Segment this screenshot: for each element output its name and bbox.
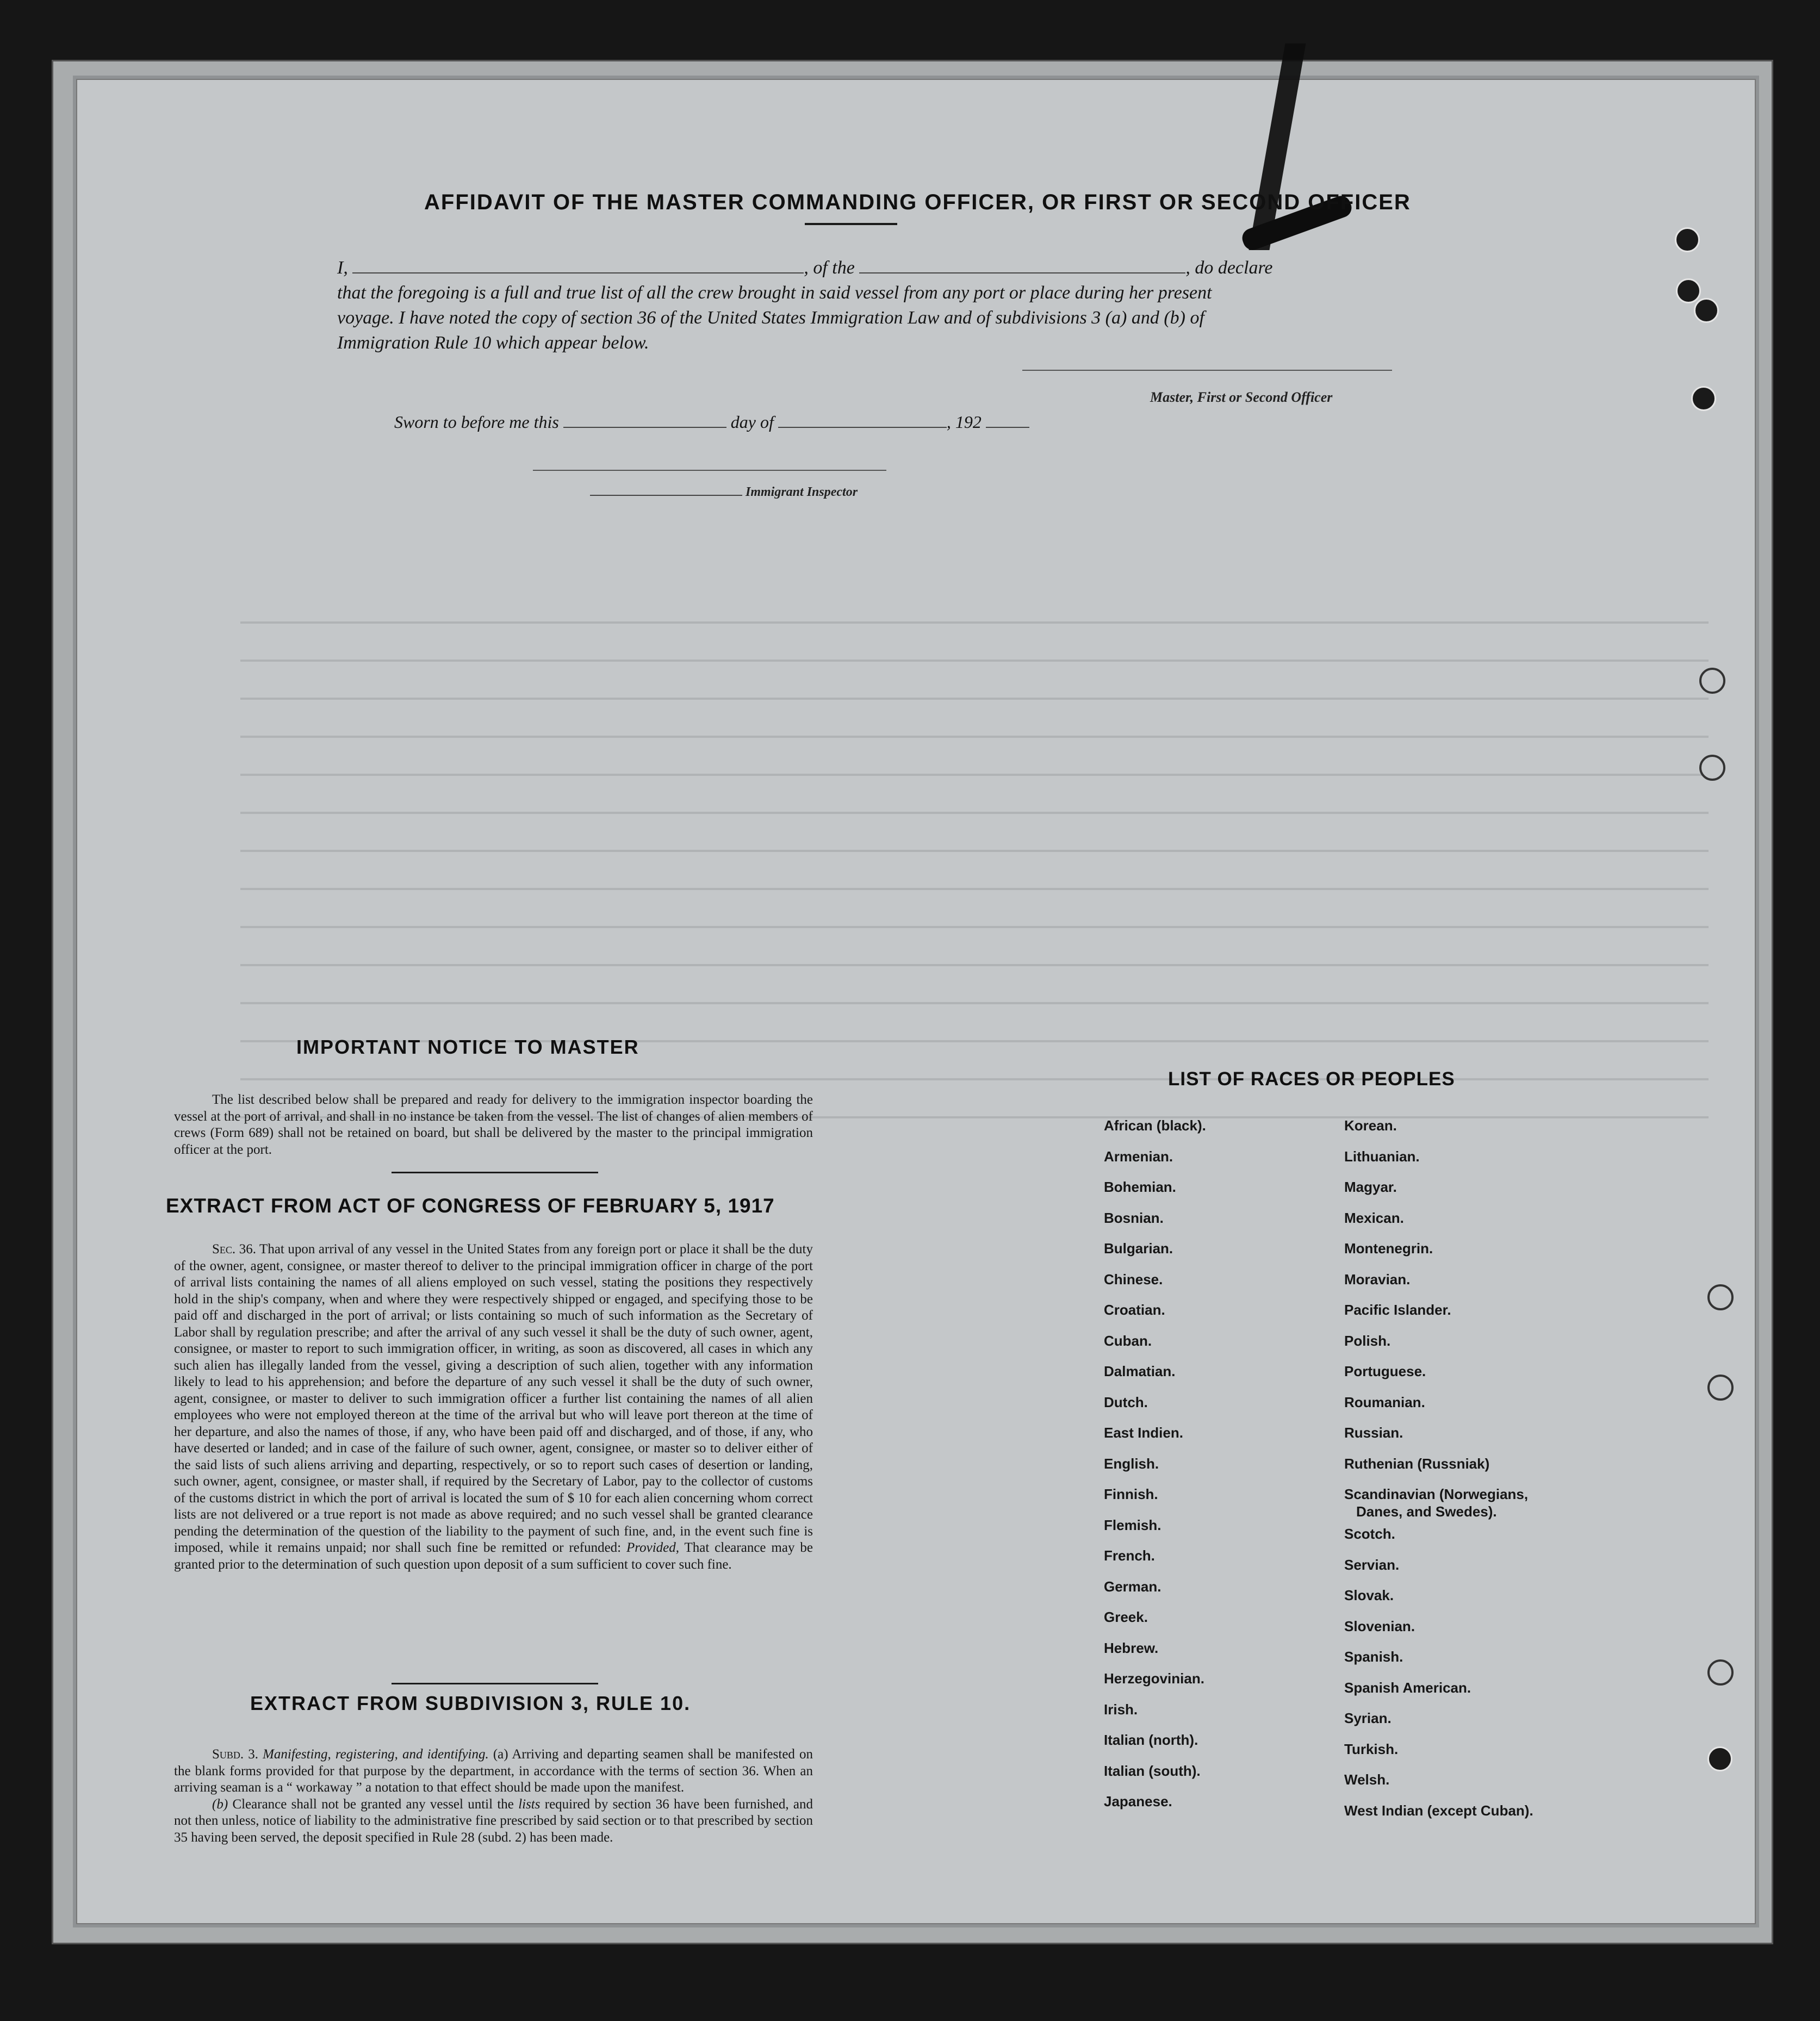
notice-rule	[392, 1172, 598, 1173]
race-item: Danes, and Swedes).	[1356, 1503, 1497, 1520]
act-text: That upon arrival of any vessel in the United States from any foreign port or place it shall be the duty of the owner, agent, consignee, or master thereof to deliver to the principal immigration officer in charge of the port of arrival lists containing the names of all aliens employed on such vessel, stating the positions they respectively hold in the ship's company, when and where they were respectively shipped or engaged, and specifying those to be paid off and discharged in the port of arrival; or lists containing so much of such information as the Secretary of Labor shall by regulation prescribe; and after the arrival of any such vessel it shall be the duty of such owner, agent, consignee, or master to report to such immigration officer, in writing, as soon as discovered, all cases in which any such alien has illegally landed from the vessel, giving a description of such alien, together with any information likely to lead to his apprehension; and before the departure of any such vessel it shall be the duty of such owner, agent, consignee, or master to deliver to such immigration officer a further list containing the names of all alien employees who were not employed thereon at the time of the arrival but who will leave port thereon at the time of her departure, and also the names of those, if any, who have been paid off and discharged, and of those, if any, who have deserted or landed; and in case of the failure of such owner, agent, consignee, or master so to deliver either of the said lists of such aliens arriving and departing, respectively, or so to report such cases of desertion or landing, such owner, agent, consignee, or master shall, if required by the Secretary of Labor, pay to the collector of customs of the customs district in which the port of arrival is located the sum of $ 10 for each alien concerning whom correct lists are not delivered or a true report is not made as above required; and no such vessel shall be granted clearance pending the determination of the question of the liability to the payment of such fine, and, in the event such fine is imposed, while it remains unpaid; nor shall such fine be remitted or refunded:	[174, 1242, 813, 1555]
race-item: Croatian.	[1104, 1302, 1165, 1318]
race-item: French.	[1104, 1547, 1155, 1564]
race-item: Bohemian.	[1104, 1179, 1176, 1195]
master-signature-caption: Master, First or Second Officer	[1150, 389, 1333, 405]
race-item: Mexican.	[1344, 1209, 1404, 1226]
affidavit-do-declare: , do declare	[1185, 258, 1273, 278]
race-item: Polish.	[1344, 1332, 1391, 1349]
punch-hole	[1707, 1659, 1734, 1686]
affidavit-title: AFFIDAVIT OF THE MASTER COMMANDING OFFICER, OR FIRST OR SECOND OFFICER	[424, 190, 1411, 214]
affidavit-of-the: , of the	[804, 258, 855, 278]
master-name-blank[interactable]	[352, 272, 804, 273]
inspector-dotted-line	[590, 495, 742, 496]
affidavit-line-4: Immigration Rule 10 which appear below.	[337, 333, 649, 353]
race-item: Ruthenian (Russniak)	[1344, 1455, 1490, 1472]
race-item: Magyar.	[1344, 1179, 1397, 1195]
para-b-text-2: required by section 36 have been furnished, and not then unless, notice of liability to the administrative fine prescribed by said section or to that prescribed by section 35 having been served, the deposit specified in Rule 28 (subd. 2) has been made.	[174, 1796, 813, 1845]
race-item: Turkish.	[1344, 1740, 1399, 1757]
punch-hole	[1707, 1746, 1732, 1771]
act-body	[174, 1241, 813, 1573]
race-item: Slovenian.	[1344, 1618, 1415, 1634]
race-item: Hebrew.	[1104, 1639, 1159, 1656]
race-item: Russian.	[1344, 1425, 1403, 1441]
race-item: Spanish American.	[1344, 1679, 1471, 1696]
act-title: EXTRACT FROM ACT OF CONGRESS OF FEBRUARY 5, 1917	[166, 1195, 775, 1217]
master-signature-line[interactable]	[1022, 370, 1392, 371]
act-provided-text: That clearance may be granted prior to the determination of such question upon deposit of a sum sufficient to cover such fine.	[174, 1540, 813, 1572]
race-item: Syrian.	[1344, 1710, 1392, 1726]
sworn-day-blank[interactable]	[563, 427, 726, 428]
punch-hole	[1707, 1375, 1734, 1401]
race-item: Moravian.	[1344, 1271, 1411, 1288]
act-provided-word: Provided,	[626, 1540, 679, 1555]
affidavit-i: I,	[337, 258, 348, 278]
vessel-name-blank[interactable]	[859, 272, 1185, 273]
sworn-month-blank[interactable]	[778, 427, 947, 428]
race-item: Bulgarian.	[1104, 1240, 1173, 1257]
race-item: Chinese.	[1104, 1271, 1163, 1288]
race-item: Dutch.	[1104, 1394, 1148, 1410]
race-item: Korean.	[1344, 1117, 1397, 1134]
race-item: Montenegrin.	[1344, 1240, 1433, 1257]
subdivision-body	[174, 1746, 813, 1846]
race-item: Slovak.	[1344, 1587, 1394, 1603]
race-item: Armenian.	[1104, 1148, 1173, 1165]
race-item: Italian (south).	[1104, 1762, 1201, 1779]
para-a-text: Arriving and departing seamen shall be manifested on the blank forms provided for that purpose by the department, in accordance with the terms of section 36. When an arriving seaman is a “ workaway ” a notation to that effect should be made upon the manifest.	[174, 1747, 813, 1795]
race-item: Lithuanian.	[1344, 1148, 1420, 1165]
notice-body: The list described below shall be prepared and ready for delivery to the immigration inspector boarding the vessel at the port of arrival, and shall in no instance be taken from the vessel. The list of changes of alien members of crews (Form 689) shall not be retained on board, but shall be delivered by the master to the principal immigration officer at the port.	[174, 1092, 813, 1157]
race-item: Greek.	[1104, 1609, 1148, 1625]
punch-hole	[1691, 386, 1716, 411]
notice-title: IMPORTANT NOTICE TO MASTER	[296, 1036, 639, 1058]
sworn-year: , 192	[946, 412, 982, 432]
subd-heading: Manifesting, registering, and identifying.	[263, 1747, 489, 1762]
race-item: Pacific Islander.	[1344, 1302, 1451, 1318]
race-item: Italian (north).	[1104, 1732, 1198, 1748]
subd-label: Subd. 3.	[212, 1747, 258, 1762]
race-item: Flemish.	[1104, 1516, 1161, 1533]
races-title: LIST OF RACES OR PEOPLES	[1168, 1068, 1455, 1090]
race-item: Roumanian.	[1344, 1394, 1425, 1410]
race-item: English.	[1104, 1455, 1159, 1472]
affidavit-line-1	[337, 256, 1397, 281]
race-item: African (black).	[1104, 1117, 1206, 1134]
para-a-label: (a)	[493, 1747, 508, 1762]
punch-hole	[1675, 227, 1700, 252]
subdivision-paragraph-a	[174, 1746, 813, 1796]
race-item: Servian.	[1344, 1556, 1400, 1573]
race-item: Cuban.	[1104, 1332, 1152, 1349]
punch-hole	[1699, 755, 1725, 781]
race-item: Japanese.	[1104, 1793, 1172, 1809]
race-item: East Indien.	[1104, 1425, 1183, 1441]
act-section-label: Sec. 36.	[212, 1242, 256, 1257]
race-item: Portuguese.	[1344, 1363, 1426, 1379]
subdivision-title: EXTRACT FROM SUBDIVISION 3, RULE 10.	[250, 1692, 691, 1714]
race-item: Irish.	[1104, 1701, 1138, 1718]
race-item: Bosnian.	[1104, 1209, 1164, 1226]
affidavit-line-2: that the foregoing is a full and true list of all the crew brought in said vessel from any port or place during her present	[337, 283, 1212, 303]
race-item: Scotch.	[1344, 1526, 1395, 1542]
sworn-prefix: Sworn to before me this	[394, 412, 559, 432]
act-rule	[392, 1683, 598, 1684]
subdivision-paragraph-b	[174, 1796, 813, 1846]
race-item: Dalmatian.	[1104, 1363, 1176, 1379]
inspector-caption-row	[590, 485, 858, 500]
races-left-column	[1104, 1117, 1206, 1824]
punch-hole	[1676, 278, 1701, 303]
race-item: German.	[1104, 1578, 1161, 1595]
sworn-year-blank[interactable]	[986, 427, 1029, 428]
sworn-statement	[394, 412, 1029, 432]
races-right-column	[1344, 1117, 1533, 1833]
para-b-lists: lists	[518, 1796, 541, 1812]
para-b-text-1: Clearance shall not be granted any vessel until the	[232, 1796, 514, 1812]
inspector-signature-line[interactable]	[533, 470, 886, 471]
affidavit-line-3: voyage. I have noted the copy of section 36 of the United States Immigration Law and of subdivisions 3 (a) and (b) of	[337, 308, 1204, 328]
para-b-label: (b)	[212, 1796, 228, 1812]
inspector-caption: Immigrant Inspector	[746, 485, 858, 499]
race-item: Scandinavian (Norwegians,	[1344, 1486, 1529, 1502]
race-item: Herzegovinian.	[1104, 1670, 1204, 1687]
race-item: Finnish.	[1104, 1486, 1158, 1502]
race-item: Welsh.	[1344, 1771, 1390, 1788]
affidavit-title-rule	[805, 223, 897, 225]
race-item: Spanish.	[1344, 1649, 1403, 1665]
sworn-day-of: day of	[730, 412, 774, 432]
punch-hole	[1707, 1284, 1734, 1310]
punch-hole	[1699, 668, 1725, 694]
race-item: West Indian (except Cuban).	[1344, 1802, 1533, 1819]
affidavit-body	[337, 256, 1397, 356]
punch-hole	[1694, 298, 1719, 323]
